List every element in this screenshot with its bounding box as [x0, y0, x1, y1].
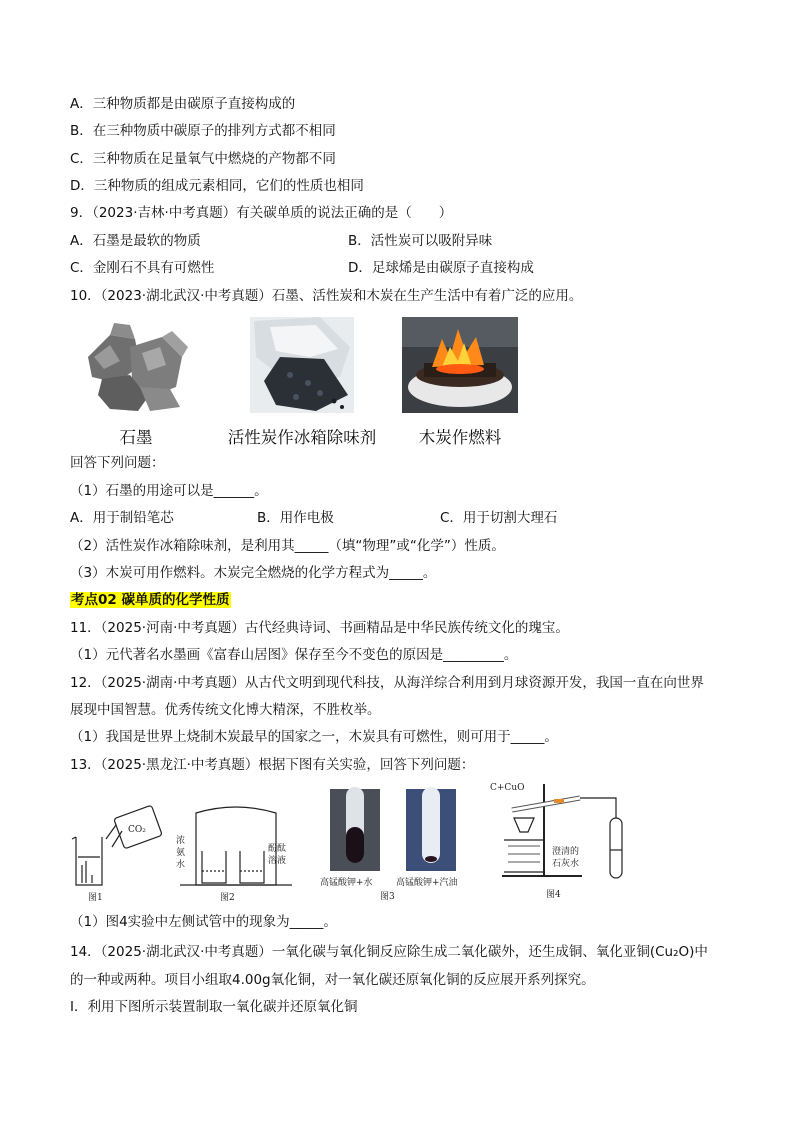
q13-stem: 13．（2025·黑龙江·中考真题）根据下图有关实验，回答下列问题： — [70, 757, 475, 773]
caption-charcoal: 木炭作燃料 — [418, 428, 502, 447]
q10-sub1-option-a: A．用于制铅笔芯 — [70, 510, 174, 526]
fig3-tube1-label: 高锰酸钾+水 — [320, 878, 373, 888]
fig2-ammonia-label-3: 水 — [176, 860, 186, 870]
q8-option-b: B．在三种物质中碳原子的排列方式都不相同 — [70, 123, 336, 139]
q14-part1: Ⅰ．利用下图所示装置制取一氧化碳并还原氧化铜 — [70, 999, 358, 1015]
fig2-ammonia-label-2: 氨 — [176, 848, 186, 858]
fig2-phenol-label-1: 酚酞 — [268, 844, 287, 854]
fig1-co2-label: CO₂ — [128, 825, 146, 835]
fig4-lime-label-2: 石灰水 — [552, 859, 580, 869]
figure-1 — [68, 805, 168, 903]
fig2-label: 图2 — [220, 893, 235, 903]
q10-prompt: 回答下列问题： — [70, 455, 165, 471]
q8-option-d: D．三种物质的组成元素相同，它们的性质也相同 — [70, 178, 364, 194]
fig1-label: 图1 — [88, 893, 103, 903]
figure-4 — [484, 780, 634, 904]
fig2-phenol-label-2: 溶液 — [268, 856, 287, 866]
charcoal-fire-photo — [402, 317, 518, 413]
fig4-lime-label-1: 澄清的 — [552, 847, 580, 857]
q14-stem-line2: 的一种或两种。项目小组取4.00g氧化铜，对一氧化碳还原氧化铜的反应展开系列探究。 — [70, 972, 595, 988]
q9-option-b: B．活性炭可以吸附异味 — [348, 233, 493, 249]
q9-stem: 9．（2023·吉林·中考真题）有关碳单质的说法正确的是（ ） — [70, 205, 453, 221]
q10-sub2: （2）活性炭作冰箱除味剂，是利用其_____（填“物理”或“化学”）性质。 — [70, 538, 505, 554]
activated-carbon-photo — [250, 317, 354, 413]
graphite-photo — [80, 317, 192, 413]
figure-3 — [318, 787, 478, 903]
q12-stem-line1: 12．（2025·湖南·中考真题）从古代文明到现代科技，从海洋综合利用到月球资源开发，我国一直在向世界 — [70, 675, 704, 691]
q10-sub1-option-c: C．用于切割大理石 — [440, 510, 558, 526]
q9-option-c: C．金刚石不具有可燃性 — [70, 260, 215, 276]
q11-sub1: （1）元代著名水墨画《富春山居图》保存至今不变色的原因是_________。 — [70, 647, 518, 663]
fig2-ammonia-label-1: 浓 — [176, 836, 186, 846]
q11-stem: 11．（2025·河南·中考真题）古代经典诗词、书画精品是中华民族传统文化的瑰宝。 — [70, 620, 569, 636]
q10-stem: 10．（2023·湖北武汉·中考真题）石墨、活性炭和木炭在生产生活中有着广泛的应用。 — [70, 288, 583, 304]
section-heading — [70, 590, 231, 610]
section-title: 考点02 碳单质的化学性质 — [71, 592, 230, 608]
fig3-tube2-label: 高锰酸钾+汽油 — [396, 878, 458, 888]
figure-2 — [172, 805, 298, 903]
fig4-c-cuo-label: C+CuO — [490, 783, 525, 793]
q13-sub1: （1）图4实验中左侧试管中的现象为_____。 — [70, 914, 337, 930]
q10-sub1: （1）石墨的用途可以是______。 — [70, 483, 268, 499]
q8-option-c: C．三种物质在足量氧气中燃烧的产物都不同 — [70, 151, 336, 167]
q9-option-d: D．足球烯是由碳原子直接构成 — [348, 260, 534, 276]
fig4-label: 图4 — [546, 890, 561, 900]
q14-stem-line1: 14．（2025·湖北武汉·中考真题）一氧化碳与氧化铜反应除生成二氧化碳外，还生成铜、氧化亚铜(Cu₂O)中 — [70, 944, 708, 960]
q8-option-a: A．三种物质都是由碳原子直接构成的 — [70, 96, 296, 112]
fig3-label: 图3 — [380, 892, 395, 902]
caption-activated-carbon: 活性炭作冰箱除味剂 — [227, 428, 377, 447]
caption-graphite: 石墨 — [119, 428, 153, 447]
q12-stem-line2: 展现中国智慧。优秀传统文化博大精深，不胜枚举。 — [70, 702, 381, 718]
q10-sub3: （3）木炭可用作燃料。木炭完全燃烧的化学方程式为_____。 — [70, 565, 437, 581]
q10-sub1-option-b: B．用作电极 — [257, 510, 334, 526]
q9-option-a: A．石墨是最软的物质 — [70, 233, 201, 249]
q12-sub1: （1）我国是世界上烧制木炭最早的国家之一，木炭具有可燃性，则可用于_____。 — [70, 729, 558, 745]
